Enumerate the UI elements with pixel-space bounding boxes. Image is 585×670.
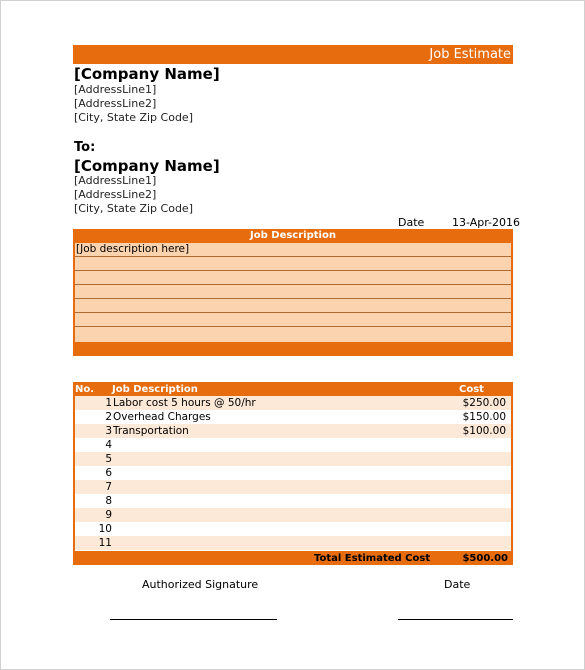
header-job-description: Job Description (112, 384, 198, 395)
job-description-section (73, 229, 513, 356)
table-row (75, 438, 511, 452)
job-description-header: Job Description (250, 230, 336, 241)
header-cost: Cost (459, 384, 484, 395)
table-row (75, 508, 511, 522)
job-description-line[interactable] (75, 313, 511, 327)
to-company-name: [Company Name] (74, 157, 220, 175)
document-title: Job Estimate (429, 47, 511, 62)
table-row (75, 396, 511, 410)
table-row (75, 466, 511, 480)
table-row (75, 494, 511, 508)
signature-date-line[interactable] (398, 619, 513, 620)
row-number: 8 (105, 495, 112, 507)
table-row (75, 522, 511, 536)
header-no: No. (75, 384, 95, 395)
row-number: 7 (105, 481, 112, 493)
row-number: 6 (105, 467, 112, 479)
row-number: 4 (105, 439, 112, 451)
from-city-state-zip: [City, State Zip Code] (74, 111, 193, 124)
table-row (75, 452, 511, 466)
job-description-line[interactable] (75, 257, 511, 271)
job-description-line[interactable] (75, 299, 511, 313)
row-number: 3 (105, 425, 112, 437)
job-description-line[interactable]: [Job description here] (75, 243, 511, 257)
signature-line[interactable] (110, 619, 277, 620)
date-value: 13-Apr-2016 (452, 216, 521, 229)
cost-table (73, 382, 513, 565)
total-row (73, 551, 513, 565)
table-row (75, 536, 511, 550)
document-title-bar (73, 45, 513, 64)
row-number: 5 (105, 453, 112, 465)
job-description-lines (75, 243, 511, 342)
row-cost[interactable]: $150.00 (462, 411, 506, 423)
to-city-state-zip: [City, State Zip Code] (74, 202, 193, 215)
cost-table-header (73, 382, 513, 396)
to-address-line2: [AddressLine2] (74, 188, 157, 201)
from-address-line1: [AddressLine1] (74, 83, 157, 96)
row-number: 1 (105, 397, 112, 409)
row-description[interactable]: Overhead Charges (113, 411, 211, 423)
to-label: To: (74, 140, 96, 155)
row-number: 2 (105, 411, 112, 423)
to-address-line1: [AddressLine1] (74, 174, 157, 187)
job-description-line[interactable] (75, 271, 511, 285)
date-label: Date (398, 216, 425, 229)
total-label: Total Estimated Cost (314, 553, 431, 564)
job-description-line[interactable] (75, 327, 511, 341)
row-number: 11 (98, 537, 112, 549)
row-cost[interactable]: $250.00 (462, 397, 506, 409)
table-row (75, 424, 511, 438)
authorized-signature-label: Authorized Signature (142, 578, 259, 591)
row-number: 9 (105, 509, 112, 521)
row-description[interactable]: Labor cost 5 hours @ 50/hr (113, 397, 256, 409)
signature-date-label: Date (444, 578, 471, 591)
from-company-name: [Company Name] (74, 65, 220, 83)
cost-table-body (75, 396, 511, 551)
total-value: $500.00 (462, 553, 508, 564)
row-description[interactable]: Transportation (113, 425, 189, 437)
job-description-line[interactable] (75, 285, 511, 299)
row-number: 10 (98, 523, 112, 535)
table-row (75, 480, 511, 494)
from-address-line2: [AddressLine2] (74, 97, 157, 110)
row-cost[interactable]: $100.00 (462, 425, 506, 437)
table-row (75, 410, 511, 424)
